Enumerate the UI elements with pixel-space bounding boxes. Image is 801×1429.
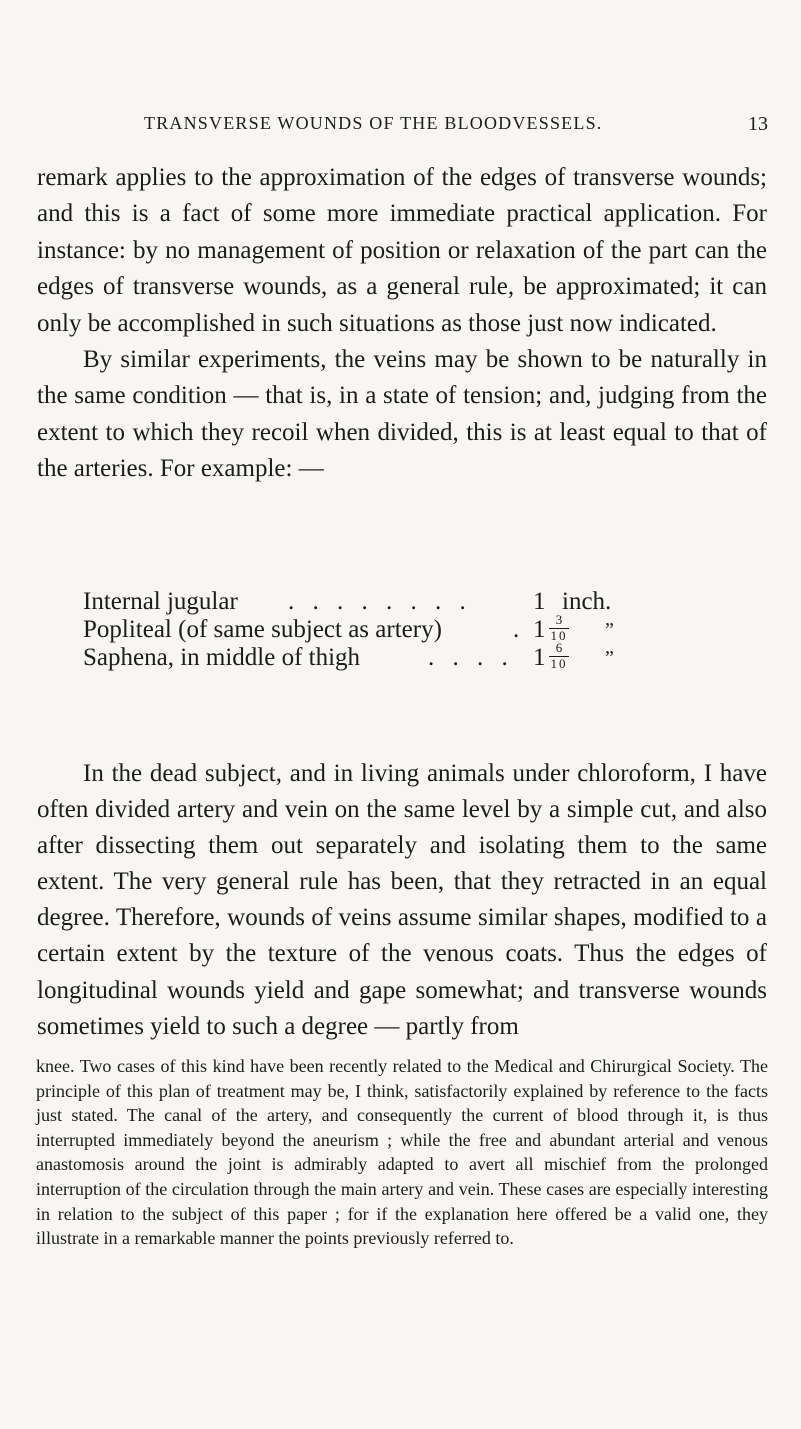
measurement-whole: 1 [533,644,546,671]
measurement-whole: 1 [533,616,546,643]
measurement-fraction [548,640,570,672]
fraction-denominator: 10 [550,656,568,671]
vein-label: Saphena, in middle of thigh [83,644,361,671]
page-header [144,113,768,134]
measurement-whole: 1 [533,588,546,615]
fraction-numerator: 3 [555,612,563,627]
table-row [83,612,773,644]
leader-dots: . . . . [428,644,514,671]
footnote [36,1054,768,1251]
footnote-text: knee. Two cases of this kind have been recently related to the Medical and Chirurgical Society. The principle of this plan of treatment may be, I think, satisfactorily explained by reference to the facts just stated. The canal of the artery, and consequently the current of blood through it, is thus interrupted immediately beyond the aneurism ; while the free and abundant arterial and venous anastomosis around the joint is admirably adapted to avert all mischief from the prolonged interruption of the circulation through the main artery and vein. These cases are especially interesting in relation to the subject of this paper ; for if the explanation here offered be a valid one, they illustrate in a remarkable manner the points previously referred to. [36,1056,768,1249]
main-text-continued [37,756,767,1045]
fraction-denominator: 10 [550,628,568,643]
leader-dots: . [513,616,526,643]
page-number: 13 [748,113,768,135]
vein-label: Popliteal (of same subject as artery) [83,616,442,643]
main-text [37,160,767,488]
running-title: TRANSVERSE WOUNDS OF THE BLOODVESSELS. [144,113,603,133]
fraction-numerator: 6 [555,640,563,655]
leader-dots: . . . . . . . . [288,588,472,615]
vein-label: Internal jugular [83,588,238,615]
paragraph-1: remark applies to the approximation of the edges of transverse wounds; and this is a fact of some more immediate practical application. For instance: by no management of position or relaxation of the part can the edges of transverse wounds, as a general rule, be approximated; it can only be accomplished in such situations as those just now indicated. [37,164,767,337]
paragraph-2: By similar experiments, the veins may be shown to be naturally in the same condition — that is, in a state of tension; and, judging from the extent to which they recoil when divided, this is at least equal to that of the arteries. For example: — [37,346,767,483]
ditto-mark: ” [605,647,614,669]
table-row [83,588,773,616]
measurement-unit: inch. [562,588,612,615]
table-row [83,640,773,672]
ditto-mark: ” [605,619,614,641]
paragraph-3: In the dead subject, and in living animals under chloroform, I have often divided artery and vein on the same level by a simple cut, and also after dissecting them out separately and isolating them to the same extent. The very general rule has been, that they retracted in an equal degree. Therefore, wounds of veins assume similar shapes, modified to a certain extent by the texture of the venous coats. Thus the edges of longitudinal wounds yield and gape somewhat; and transverse wounds sometimes yield to such a degree — partly from [37,760,767,1040]
measurement-table [83,588,773,672]
